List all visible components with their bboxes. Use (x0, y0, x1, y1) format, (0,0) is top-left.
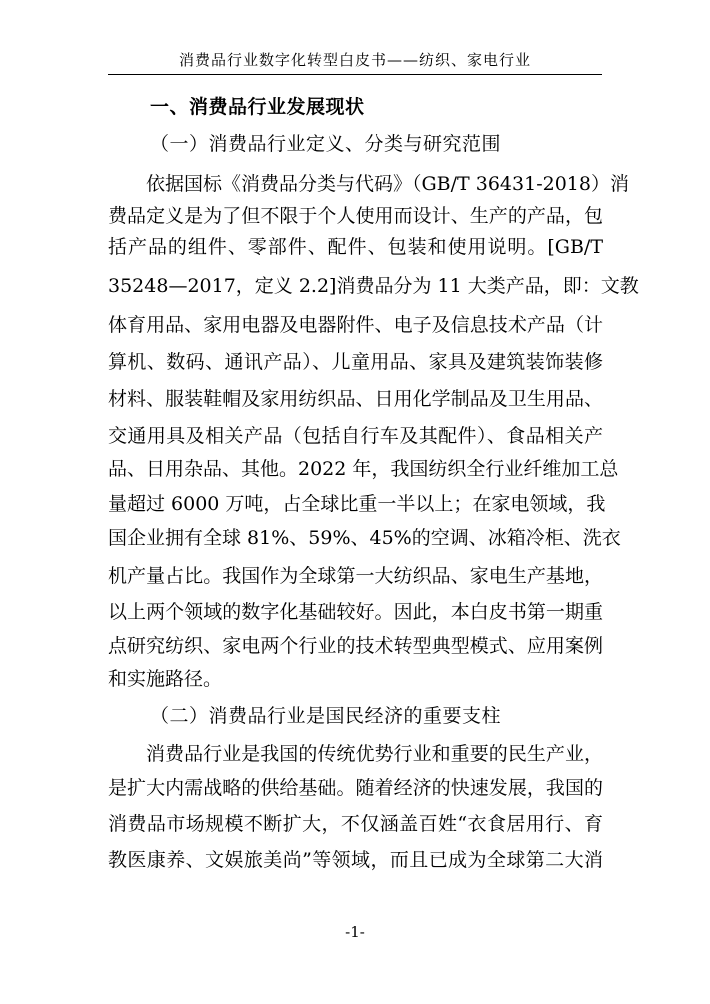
paragraph-line: 括产品的组件、零部件、配件、包装和使用说明。[GB/T (108, 236, 603, 258)
paragraph-line: 品、日用杂品、其他。2022 年，我国纺织全行业纤维加工总 (108, 458, 619, 480)
page-header (108, 45, 602, 75)
section-heading: 一、消费品行业发展现状 (150, 96, 365, 118)
paragraph-line: 机产量占比。我国作为全球第一大纺织品、家电生产基地， (108, 565, 603, 587)
paragraph-line: 和实施路径。 (108, 668, 223, 690)
paragraph-line: 是扩大内需战略的供给基础。随着经济的快速发展，我国的 (108, 777, 603, 799)
paragraph-line: 依据国标《消费品分类与代码》（GB/T 36431-2018）消 (146, 173, 629, 195)
paragraph-line: 费品定义是为了但不限于个人使用而设计、生产的产品，包 (108, 205, 603, 227)
page-number: -1- (345, 923, 365, 941)
paragraph-line: 以上两个领域的数字化基础较好。因此，本白皮书第一期重 (108, 601, 603, 623)
document-title: 消费品行业数字化转型白皮书——纺织、家电行业 (178, 51, 531, 69)
paragraph-line: 国企业拥有全球 81%、59%、45%的空调、冰箱冷柜、洗衣 (108, 527, 621, 549)
paragraph-line: 消费品行业是我国的传统优势行业和重要的民生产业， (146, 743, 603, 765)
paragraph-line: 材料、服装鞋帽及家用纺织品、日用化学制品及卫生用品、 (108, 388, 603, 410)
paragraph-line: 交通用具及相关产品（包括自行车及其配件）、食品相关产 (108, 425, 603, 447)
paragraph-line: 教医康养、文娱旅美尚”等领域，而且已成为全球第二大消 (108, 849, 603, 871)
paragraph-line: 算机、数码、通讯产品）、儿童用品、家具及建筑装饰装修 (108, 351, 603, 373)
subsection-heading-2: （二）消费品行业是国民经济的重要支柱 (150, 705, 502, 727)
paragraph-line: 体育用品、家用电器及电器附件、电子及信息技术产品（计 (108, 314, 603, 336)
paragraph-line: 量超过 6000 万吨，占全球比重一半以上；在家电领域，我 (108, 493, 606, 515)
paragraph-line: 点研究纺织、家电两个行业的技术转型典型模式、应用案例 (108, 635, 603, 657)
paragraph-line: 35248—2017，定义 2.2]消费品分为 11 大类产品，即：文教 (108, 275, 639, 297)
subsection-heading-1: （一）消费品行业定义、分类与研究范围 (150, 133, 502, 155)
paragraph-line: 消费品市场规模不断扩大，不仅涵盖百姓“衣食居用行、育 (108, 813, 603, 835)
